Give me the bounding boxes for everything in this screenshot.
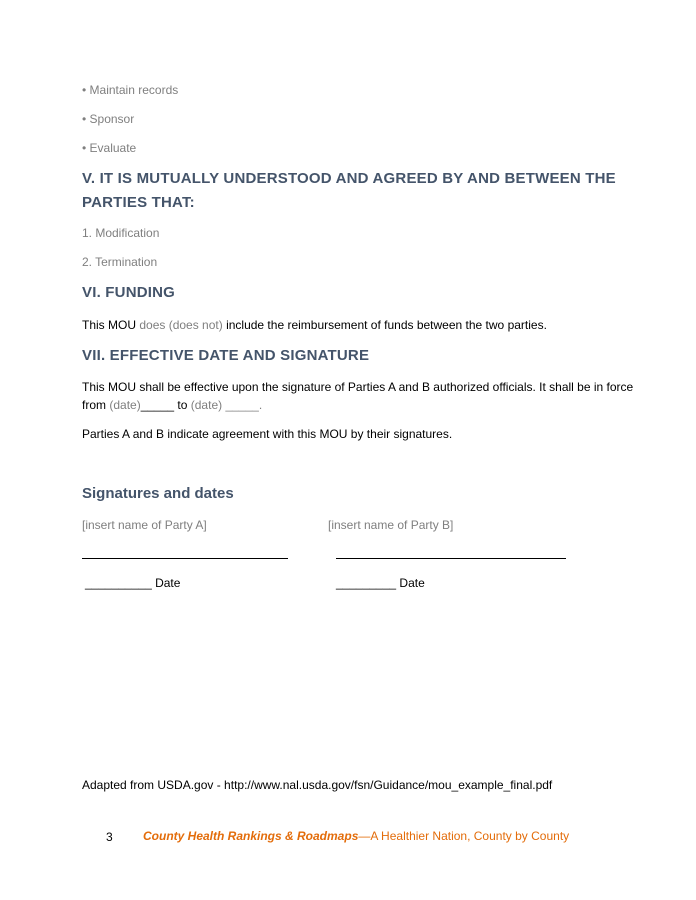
from-label: from [82,398,110,412]
footer-tagline: A Healthier Nation, County by County [370,829,570,843]
effective-text-line1: This MOU shall be effective upon the signature of Parties A and B authorized officials. It shall be in force [82,380,634,394]
section-vii-title: VII. EFFECTIVE DATE AND SIGNATURE [82,347,370,364]
party-b-date: _________ Date [336,576,425,590]
bullet-evaluate: • Evaluate [82,141,137,155]
agreement-text: Parties A and B indicate agreement with this MOU by their signatures. [82,427,453,441]
source-citation: Adapted from USDA.gov - http://www.nal.usda.gov/fsn/Guidance/mou_example_final.pdf [82,778,553,792]
footer-branding [143,829,569,843]
to-label: to [174,398,191,412]
date-placeholder-start: (date) [109,398,141,412]
signatures-title: Signatures and dates [82,485,234,502]
section-v-title-line2: PARTIES THAT: [82,194,195,211]
page-number: 3 [106,830,113,844]
party-b-name: [insert name of Party B] [328,518,454,532]
party-b-signature-line [336,558,566,559]
section-v-title-line1: V. IT IS MUTUALLY UNDERSTOOD AND AGREED BY AND BETWEEN THE [82,170,616,187]
item-modification: 1. Modification [82,226,160,240]
section-vi-title: VI. FUNDING [82,284,176,301]
funding-text-post: include the reimbursement of funds between the two parties. [222,318,547,332]
date-placeholder-end: (date) [190,398,223,412]
date-blank-end: _____. [222,398,263,412]
party-a-name: [insert name of Party A] [82,518,207,532]
footer-title: County Health Rankings & Roadmaps [143,829,359,843]
date-blank-start: _____ [140,398,175,412]
funding-text-option: does (does not) [139,318,223,332]
funding-text [82,318,547,332]
footer-separator: — [358,829,371,843]
item-termination: 2. Termination [82,255,158,269]
party-a-date: __________ Date [85,576,181,590]
funding-text-pre: This MOU [82,318,140,332]
bullet-maintain-records: • Maintain records [82,83,179,97]
effective-text-line2 [82,398,262,412]
bullet-sponsor: • Sponsor [82,112,135,126]
party-a-signature-line [82,558,288,559]
